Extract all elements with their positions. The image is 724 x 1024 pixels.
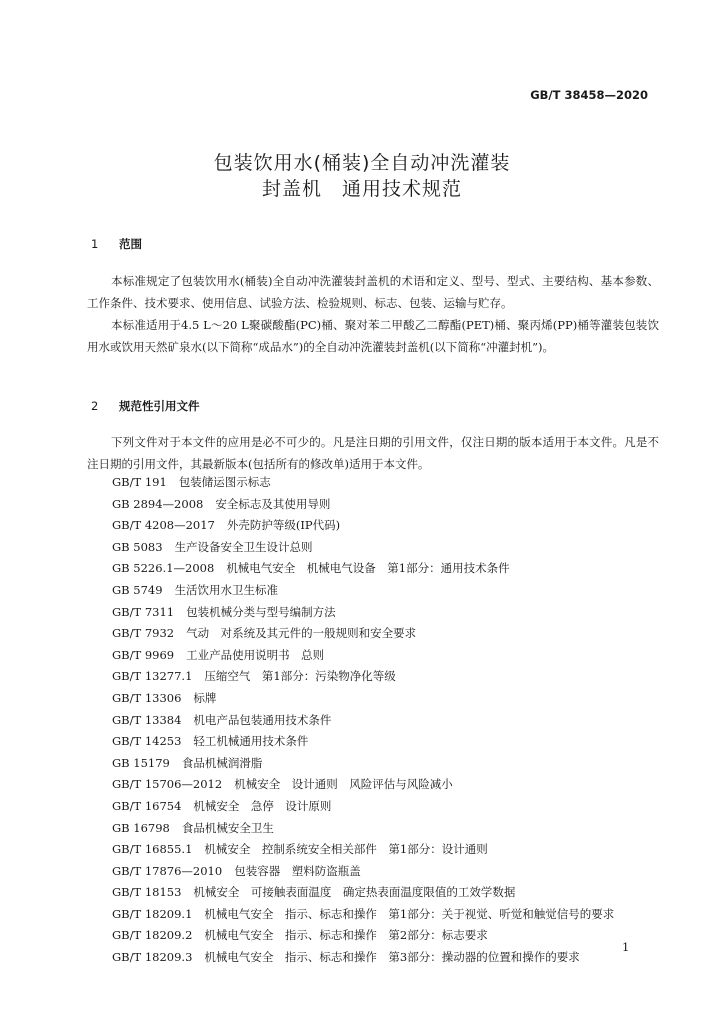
reference-title: 机械电气安全 指示、标志和操作 第3部分：操动器的位置和操作的要求 [204, 950, 580, 965]
reference-item [112, 839, 614, 861]
reference-title: 包装储运图示标志 [178, 475, 271, 489]
reference-code: GB 5749 [112, 582, 163, 597]
reference-code: GB/T 14253 [112, 734, 182, 749]
reference-title: 机械安全 可接触表面温度 确定热表面温度限值的工效学数据 [193, 885, 516, 900]
reference-title: 包装容器 塑料防盗瓶盖 [234, 863, 361, 878]
reference-code: GB/T 15706—2012 [112, 777, 223, 792]
reference-title: 机械电气安全 指示、标志和操作 第1部分：关于视觉、听觉和触觉信号的要求 [204, 906, 615, 921]
reference-code: GB 5226.1—2008 [112, 561, 215, 576]
reference-item [112, 882, 614, 904]
reference-code: GB/T 191 [112, 475, 167, 489]
reference-item [112, 580, 614, 602]
reference-title: 机电产品包装通用技术条件 [193, 712, 332, 727]
reference-list [112, 472, 614, 969]
reference-item [112, 774, 614, 796]
reference-item [112, 602, 614, 624]
section-2-number: 2 [91, 399, 99, 413]
reference-item [112, 818, 614, 840]
reference-item [112, 753, 614, 775]
reference-title: 工业产品使用说明书 总则 [186, 647, 325, 662]
document-title [0, 150, 724, 202]
reference-title: 压缩空气 第1部分：污染物净化等级 [204, 669, 396, 684]
reference-title: 机械电气安全 机械电气设备 第1部分：通用技术条件 [226, 561, 510, 576]
section-1-title: 范围 [119, 237, 142, 251]
reference-item [112, 472, 614, 494]
reference-title: 机械安全 设计通则 风险评估与风险减小 [234, 777, 453, 792]
page-number: 1 [622, 940, 630, 954]
reference-item [112, 796, 614, 818]
reference-item [112, 494, 614, 516]
reference-code: GB/T 13277.1 [112, 669, 193, 684]
reference-title: 标牌 [193, 690, 217, 705]
reference-title: 食品机械润滑脂 [181, 755, 263, 770]
reference-code: GB 5083 [112, 539, 163, 554]
reference-code: GB/T 18209.3 [112, 950, 193, 965]
standard-number: GB/T 38458—2020 [530, 88, 648, 102]
reference-item [112, 645, 614, 667]
reference-title: 机械安全 控制系统安全相关部件 第1部分：设计通则 [204, 842, 488, 857]
reference-title: 生活饮用水卫生标准 [174, 582, 279, 597]
reference-item [112, 515, 614, 537]
reference-title: 轻工机械通用技术条件 [193, 734, 309, 749]
reference-code: GB/T 7311 [112, 604, 175, 619]
reference-code: GB/T 16855.1 [112, 842, 193, 857]
reference-code: GB/T 18209.2 [112, 928, 193, 943]
reference-item [112, 947, 614, 969]
reference-item [112, 861, 614, 883]
reference-title: 外壳防护等级(IP代码) [226, 518, 341, 533]
section-1-number: 1 [91, 237, 99, 251]
reference-code: GB/T 16754 [112, 798, 182, 813]
reference-code: GB/T 13306 [112, 690, 182, 705]
section-1-heading [91, 236, 142, 252]
reference-title: 气动 对系统及其元件的一般规则和安全要求 [186, 626, 417, 641]
reference-code: GB/T 9969 [112, 647, 175, 662]
reference-code: GB 2894—2008 [112, 496, 204, 511]
reference-title: 包装机械分类与型号编制方法 [186, 604, 336, 619]
title-line-1: 包装饮用水(桶装)全自动冲洗灌装 [213, 152, 511, 174]
reference-code: GB/T 7932 [112, 626, 175, 641]
reference-code: GB/T 13384 [112, 712, 182, 727]
section-1-paragraph-1: 本标准规定了包装饮用水(桶装)全自动冲洗灌装封盖机的术语和定义、型号、型式、主要结构、基本参数、工作条件、技术要求、使用信息、试验方法、检验规则、标志、包装、运输与贮存。 [87, 274, 659, 310]
section-2-heading [91, 398, 200, 414]
reference-title: 机械安全 急停 设计原则 [193, 798, 332, 813]
reference-code: GB 15179 [112, 755, 170, 770]
reference-code: GB/T 18153 [112, 885, 182, 900]
section-2-title: 规范性引用文件 [119, 399, 200, 413]
reference-title: 机械电气安全 指示、标志和操作 第2部分：标志要求 [204, 928, 488, 943]
reference-item [112, 688, 614, 710]
reference-item [112, 925, 614, 947]
reference-code: GB/T 18209.1 [112, 906, 193, 921]
reference-item [112, 558, 614, 580]
reference-code: GB/T 4208—2017 [112, 518, 215, 533]
reference-item [112, 904, 614, 926]
reference-code: GB/T 17876—2010 [112, 863, 223, 878]
section-2-intro: 下列文件对于本文件的应用是必不可少的。凡是注日期的引用文件，仅注日期的版本适用于本文件。凡是不注日期的引用文件，其最新版本(包括所有的修改单)适用于本文件。 [87, 435, 659, 471]
reference-item [112, 710, 614, 732]
title-line-2: 封盖机 通用技术规范 [261, 178, 462, 200]
reference-title: 生产设备安全卫生设计总则 [174, 539, 313, 554]
reference-item [112, 731, 614, 753]
reference-item [112, 623, 614, 645]
reference-item [112, 537, 614, 559]
reference-title: 食品机械安全卫生 [181, 820, 274, 835]
reference-item [112, 666, 614, 688]
reference-title: 安全标志及其使用导则 [215, 496, 331, 511]
reference-code: GB 16798 [112, 820, 170, 835]
section-1-paragraph-2: 本标准适用于4.5 L～20 L聚碳酸酯(PC)桶、聚对苯二甲酸乙二醇酯(PET)桶、聚丙烯(PP)桶等灌装包装饮用水或饮用天然矿泉水(以下简称“成品水”)的全自动冲洗灌装封盖机(以下简称“冲灌封机”)。 [87, 318, 659, 354]
